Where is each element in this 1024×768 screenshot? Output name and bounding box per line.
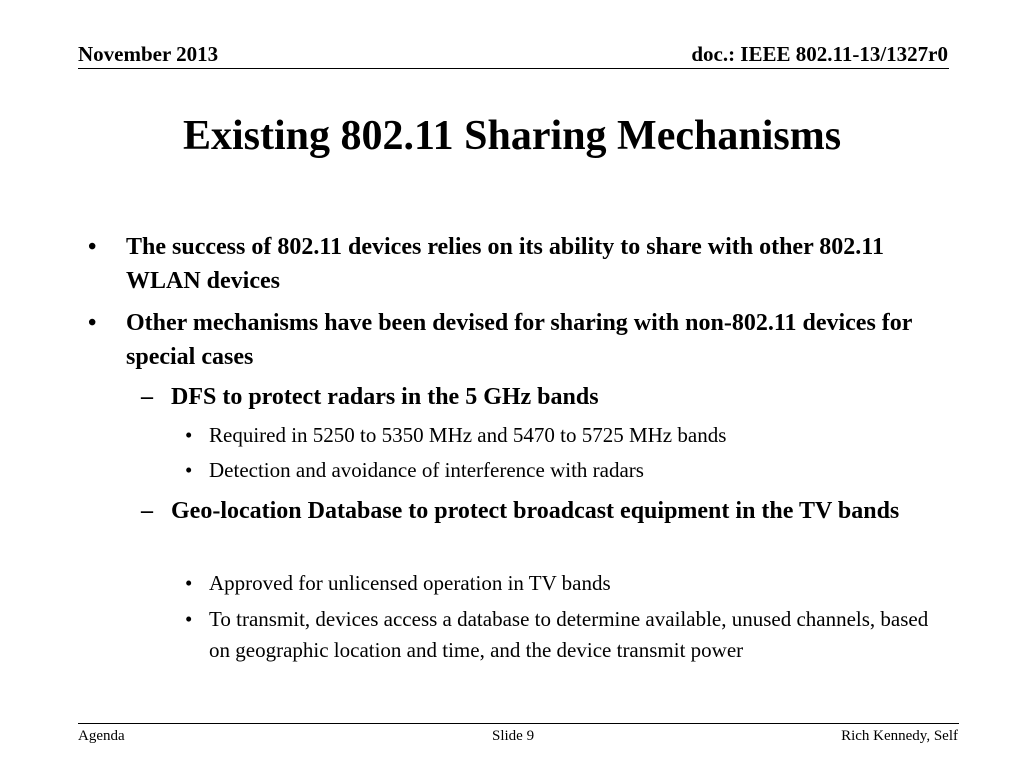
footer-divider — [78, 723, 959, 724]
footer-left-label: Agenda — [78, 728, 125, 744]
bullet-mark: • — [185, 458, 193, 482]
sub-sub-bullet-item — [185, 455, 939, 486]
bullet-mark: – — [141, 498, 153, 524]
bullet-mark: – — [141, 384, 153, 410]
footer-author: Rich Kennedy, Self — [841, 728, 958, 744]
sub-sub-bullet-item — [185, 568, 939, 599]
bullet-mark: • — [185, 571, 193, 595]
bullet-mark: • — [185, 607, 193, 631]
bullet-text: Geo-location Database to protect broadcast equipment in the TV bands — [171, 498, 900, 524]
bullet-text: Other mechanisms have been devised for sharing with non-802.11 devices for special cases — [126, 310, 913, 370]
bullet-text: To transmit, devices access a database to determine available, unused channels, based on geographic location and time, and the device transmit power — [209, 607, 929, 662]
sub-bullet-item — [141, 494, 936, 528]
header-date: November 2013 — [78, 42, 219, 66]
bullet-item — [88, 230, 936, 298]
slide-number: Slide 9 — [492, 728, 535, 744]
bullet-text: The success of 802.11 devices relies on its ability to share with other 802.11 WLAN devices — [126, 234, 884, 294]
header-doc-id: doc.: IEEE 802.11-13/1327r0 — [691, 42, 948, 66]
bullet-text: DFS to protect radars in the 5 GHz bands — [171, 384, 599, 410]
sub-sub-bullet-item — [185, 420, 939, 451]
bullet-text: Approved for unlicensed operation in TV bands — [209, 571, 611, 595]
bullet-mark: • — [185, 423, 193, 447]
bullet-mark: • — [88, 234, 97, 260]
header-divider — [78, 68, 949, 69]
sub-sub-bullet-item — [185, 604, 939, 666]
bullet-item — [88, 306, 936, 374]
bullet-mark: • — [88, 310, 97, 336]
slide-title: Existing 802.11 Sharing Mechanisms — [182, 113, 842, 159]
sub-bullet-item — [141, 380, 936, 414]
bullet-text: Detection and avoidance of interference with radars — [209, 458, 644, 482]
bullet-text: Required in 5250 to 5350 MHz and 5470 to 5725 MHz bands — [209, 423, 727, 447]
